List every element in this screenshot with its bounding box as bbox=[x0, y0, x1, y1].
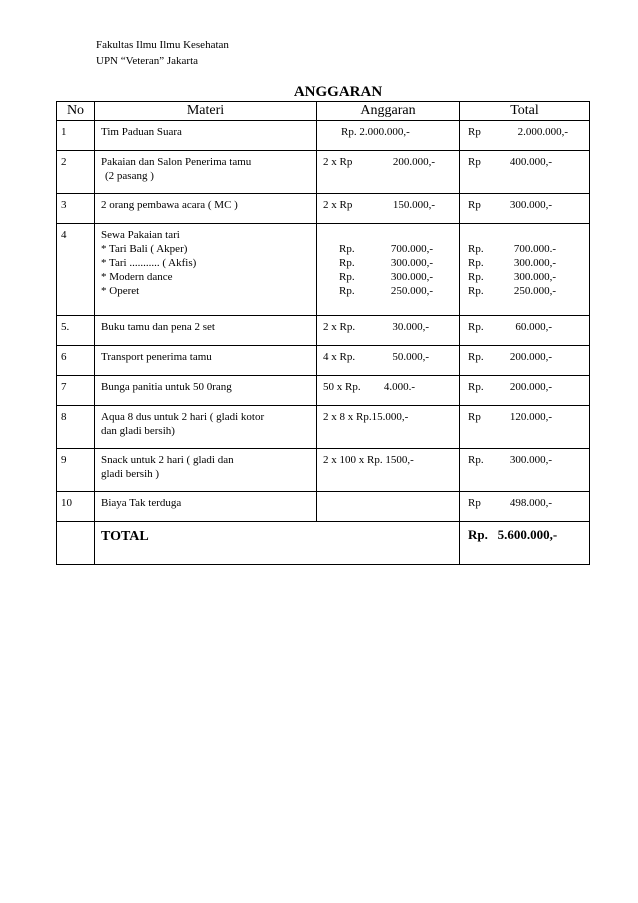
row-number: 8 bbox=[57, 406, 95, 449]
materi-cell bbox=[95, 151, 317, 194]
total-cell bbox=[460, 492, 590, 522]
total-amount: 60.000,- bbox=[515, 321, 552, 333]
anggaran-line bbox=[317, 125, 459, 139]
anggaran-multiplier: 50 x Rp. bbox=[323, 381, 361, 393]
total-row-no-cell bbox=[57, 522, 95, 565]
materi-line: Bunga panitia untuk 50 0rang bbox=[101, 381, 232, 393]
total-cell bbox=[460, 346, 590, 376]
anggaran-multiplier: Rp. bbox=[339, 243, 355, 255]
materi-line: gladi bersih ) bbox=[101, 468, 160, 480]
total-amount: 200.000,- bbox=[509, 381, 552, 393]
row-number: 3 bbox=[57, 194, 95, 224]
anggaran-cell bbox=[317, 151, 460, 194]
total-currency: Rp. bbox=[468, 454, 484, 466]
total-value: Rp. 5.600.000,- bbox=[460, 522, 590, 565]
total-amount: 2.000.000,- bbox=[517, 126, 568, 138]
total-amount: 300.000,- bbox=[509, 199, 552, 211]
anggaran-line bbox=[317, 270, 459, 284]
column-header-no: No bbox=[57, 102, 95, 121]
materi-cell bbox=[95, 316, 317, 346]
total-line bbox=[460, 242, 589, 256]
total-amount: 250.000,- bbox=[513, 285, 556, 297]
materi-cell bbox=[95, 376, 317, 406]
total-amount: 300.000,- bbox=[513, 271, 556, 283]
anggaran-amount: 200.000,- bbox=[392, 156, 435, 168]
anggaran-line bbox=[317, 410, 459, 424]
total-line bbox=[460, 198, 589, 212]
row-number: 2 bbox=[57, 151, 95, 194]
anggaran-amount: 4.000.- bbox=[383, 381, 415, 393]
row-number: 4 bbox=[57, 224, 95, 316]
total-currency: Rp. bbox=[468, 285, 484, 297]
anggaran-cell bbox=[317, 121, 460, 151]
row-number: 1 bbox=[57, 121, 95, 151]
anggaran-amount: 150.000,- bbox=[392, 199, 435, 211]
materi-line: * Tari Bali ( Akper) bbox=[101, 243, 188, 255]
materi-line: Buku tamu dan pena 2 set bbox=[101, 321, 215, 333]
anggaran-multiplier: 2 x 100 x Rp. 1500,- bbox=[323, 454, 414, 466]
anggaran-line bbox=[317, 453, 459, 467]
total-currency: Rp bbox=[468, 411, 481, 423]
anggaran-cell bbox=[317, 376, 460, 406]
anggaran-cell bbox=[317, 316, 460, 346]
anggaran-amount: 30.000,- bbox=[392, 321, 429, 333]
faculty-name: Fakultas Ilmu Ilmu Kesehatan bbox=[96, 39, 229, 51]
column-header-materi: Materi bbox=[95, 102, 317, 121]
row-number: 5. bbox=[57, 316, 95, 346]
total-currency: Rp. bbox=[468, 321, 484, 333]
anggaran-amount: 300.000,- bbox=[390, 257, 433, 269]
total-currency: Rp. bbox=[468, 351, 484, 363]
anggaran-multiplier: 2 x Rp bbox=[323, 156, 353, 168]
total-currency: Rp. bbox=[468, 243, 484, 255]
anggaran-multiplier: 2 x 8 x Rp.15.000,- bbox=[323, 411, 409, 423]
materi-line: Tim Paduan Suara bbox=[101, 126, 182, 138]
total-line bbox=[460, 270, 589, 284]
column-header-total: Total bbox=[460, 102, 590, 121]
materi-line: Aqua 8 dus untuk 2 hari ( gladi kotor bbox=[101, 411, 265, 423]
materi-cell bbox=[95, 406, 317, 449]
anggaran-line bbox=[317, 350, 459, 364]
materi-line: Sewa Pakaian tari bbox=[101, 229, 180, 241]
table-row bbox=[57, 376, 590, 406]
total-line bbox=[460, 350, 589, 364]
total-amount: 700.000.- bbox=[513, 243, 556, 255]
materi-line: * Modern dance bbox=[101, 271, 173, 283]
column-header-anggaran: Anggaran bbox=[317, 102, 460, 121]
row-number: 7 bbox=[57, 376, 95, 406]
anggaran-line bbox=[317, 256, 459, 270]
row-number: 10 bbox=[57, 492, 95, 522]
total-currency: Rp bbox=[468, 126, 481, 138]
anggaran-amount: 250.000,- bbox=[390, 285, 433, 297]
anggaran-line bbox=[317, 198, 459, 212]
anggaran-cell bbox=[317, 194, 460, 224]
total-cell bbox=[460, 376, 590, 406]
materi-line: Biaya Tak terduga bbox=[101, 497, 182, 509]
page-title: ANGGARAN bbox=[293, 84, 383, 100]
anggaran-amount: 50.000,- bbox=[392, 351, 429, 363]
materi-line: * Operet bbox=[101, 285, 140, 297]
anggaran-cell bbox=[317, 449, 460, 492]
materi-line: Snack untuk 2 hari ( gladi dan bbox=[101, 454, 234, 466]
total-line bbox=[460, 155, 589, 169]
total-cell bbox=[460, 224, 590, 316]
total-row bbox=[57, 522, 590, 565]
budget-table bbox=[56, 101, 590, 565]
table-row bbox=[57, 316, 590, 346]
table-row bbox=[57, 194, 590, 224]
anggaran-multiplier: Rp. bbox=[339, 271, 355, 283]
anggaran-line bbox=[317, 320, 459, 334]
anggaran-line bbox=[317, 284, 459, 298]
materi-cell bbox=[95, 492, 317, 522]
anggaran-multiplier: 4 x Rp. bbox=[323, 351, 356, 363]
anggaran-amount: 300.000,- bbox=[390, 271, 433, 283]
total-line bbox=[460, 320, 589, 334]
total-cell bbox=[460, 449, 590, 492]
table-row bbox=[57, 492, 590, 522]
anggaran-multiplier: 2 x Rp bbox=[323, 199, 353, 211]
total-line bbox=[460, 410, 589, 424]
total-currency: Rp. bbox=[468, 257, 484, 269]
materi-cell bbox=[95, 224, 317, 316]
total-amount: 300.000,- bbox=[509, 454, 552, 466]
total-line bbox=[460, 256, 589, 270]
total-cell bbox=[460, 406, 590, 449]
table-row bbox=[57, 449, 590, 492]
total-line bbox=[460, 380, 589, 394]
table-header-row bbox=[57, 102, 590, 121]
table-row bbox=[57, 346, 590, 376]
anggaran-cell bbox=[317, 492, 460, 522]
university-name: UPN “Veteran” Jakarta bbox=[96, 55, 199, 67]
total-cell bbox=[460, 151, 590, 194]
anggaran-multiplier: Rp. bbox=[339, 285, 355, 297]
materi-line: Transport penerima tamu bbox=[101, 351, 212, 363]
total-cell bbox=[460, 316, 590, 346]
table-row bbox=[57, 121, 590, 151]
total-amount: 120.000,- bbox=[509, 411, 552, 423]
total-cell bbox=[460, 121, 590, 151]
materi-line: 2 orang pembawa acara ( MC ) bbox=[101, 199, 238, 211]
total-currency: Rp bbox=[468, 156, 481, 168]
total-line bbox=[460, 284, 589, 298]
anggaran-multiplier: Rp. bbox=[339, 257, 355, 269]
total-amount: 300.000,- bbox=[513, 257, 556, 269]
total-label: TOTAL bbox=[95, 522, 460, 565]
materi-line: Pakaian dan Salon Penerima tamu bbox=[101, 156, 252, 168]
anggaran-cell bbox=[317, 224, 460, 316]
anggaran-line bbox=[317, 380, 459, 394]
table-row bbox=[57, 151, 590, 194]
anggaran-amount: Rp. 2.000.000,- bbox=[341, 126, 410, 138]
anggaran-cell bbox=[317, 346, 460, 376]
total-amount: 498.000,- bbox=[509, 497, 552, 509]
table-row bbox=[57, 224, 590, 316]
materi-cell bbox=[95, 346, 317, 376]
anggaran-multiplier: 2 x Rp. bbox=[323, 321, 356, 333]
table-row bbox=[57, 406, 590, 449]
row-number: 6 bbox=[57, 346, 95, 376]
materi-line: (2 pasang ) bbox=[105, 170, 154, 182]
total-cell bbox=[460, 194, 590, 224]
materi-line: dan gladi bersih) bbox=[101, 425, 175, 437]
anggaran-line bbox=[317, 242, 459, 256]
total-currency: Rp. bbox=[468, 381, 484, 393]
materi-cell bbox=[95, 194, 317, 224]
total-amount: 200.000,- bbox=[509, 351, 552, 363]
total-line bbox=[460, 453, 589, 467]
materi-line: * Tari ........... ( Akfis) bbox=[101, 257, 197, 269]
total-line bbox=[460, 125, 589, 139]
anggaran-amount: 700.000,- bbox=[390, 243, 433, 255]
row-number: 9 bbox=[57, 449, 95, 492]
materi-cell bbox=[95, 449, 317, 492]
total-line bbox=[460, 496, 589, 510]
total-currency: Rp bbox=[468, 199, 481, 211]
total-currency: Rp bbox=[468, 497, 481, 509]
anggaran-line bbox=[317, 155, 459, 169]
materi-cell bbox=[95, 121, 317, 151]
table-body bbox=[57, 121, 590, 522]
anggaran-cell bbox=[317, 406, 460, 449]
total-amount: 400.000,- bbox=[509, 156, 552, 168]
total-currency: Rp. bbox=[468, 271, 484, 283]
